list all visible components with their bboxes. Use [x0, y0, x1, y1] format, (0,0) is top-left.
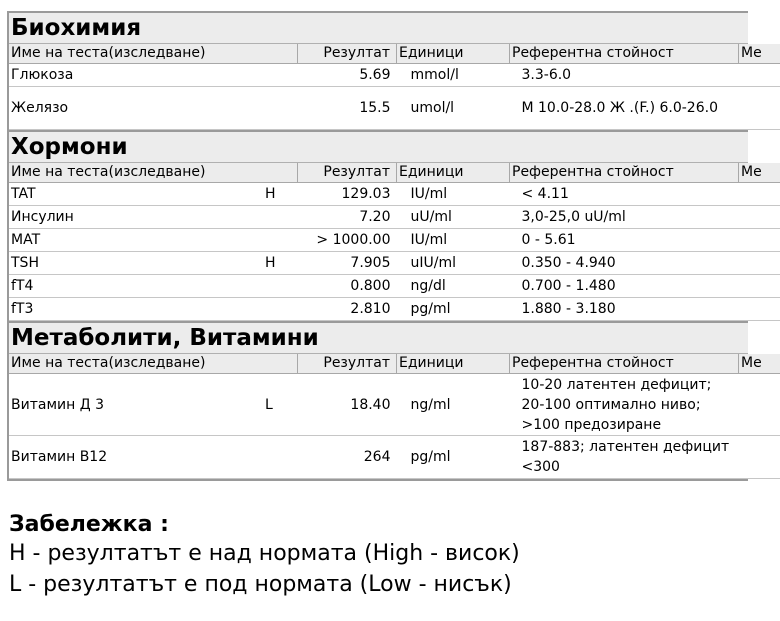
result-flag	[263, 436, 298, 479]
result-unit: pg/ml	[397, 436, 510, 479]
test-name: MAT	[9, 229, 263, 252]
reference-range: < 4.11	[510, 183, 739, 206]
test-name: Инсулин	[9, 206, 263, 229]
results-table	[9, 44, 780, 130]
col-header-flag	[263, 44, 298, 64]
test-name: Желязо	[9, 87, 263, 130]
result-value: > 1000.00	[298, 229, 397, 252]
result-unit: umol/l	[397, 87, 510, 130]
section-title: Биохимия	[9, 13, 748, 44]
col-header-name: Име на теста(изследване)	[9, 163, 263, 183]
section-title: Хормони	[9, 132, 748, 163]
result-unit: IU/ml	[397, 183, 510, 206]
result-value: 2.810	[298, 298, 397, 321]
col-header-result: Резултат	[298, 163, 397, 183]
col-header-units: Единици	[397, 354, 510, 374]
col-header-units: Единици	[397, 163, 510, 183]
result-unit: uIU/ml	[397, 252, 510, 275]
result-flag: L	[263, 374, 298, 436]
test-name: Витамин В12	[9, 436, 263, 479]
result-unit: IU/ml	[397, 229, 510, 252]
reference-range: 3,0-25,0 uU/ml	[510, 206, 739, 229]
col-header-result: Резултат	[298, 354, 397, 374]
notes-title: Забележка :	[9, 512, 169, 537]
col-header-flag	[263, 354, 298, 374]
table-bottom-border	[9, 479, 748, 481]
notes-block	[9, 512, 520, 600]
reference-range: 1.880 - 3.180	[510, 298, 739, 321]
table-row	[9, 183, 780, 206]
result-value: 7.20	[298, 206, 397, 229]
test-name: Витамин Д 3	[9, 374, 263, 436]
table-row	[9, 206, 780, 229]
col-header-reference: Референтна стойност	[510, 44, 739, 64]
reference-range: 0 - 5.61	[510, 229, 739, 252]
section-hormones	[7, 130, 762, 321]
result-unit: ng/ml	[397, 374, 510, 436]
table-header	[9, 354, 780, 374]
table-row	[9, 436, 780, 479]
result-unit: ng/dl	[397, 275, 510, 298]
col-header-more: Ме	[739, 163, 780, 183]
table-row	[9, 229, 780, 252]
result-value: 18.40	[298, 374, 397, 436]
result-value: 0.800	[298, 275, 397, 298]
section-title: Метаболити, Витамини	[9, 323, 748, 354]
result-value: 7.905	[298, 252, 397, 275]
lab-report	[7, 11, 762, 481]
result-value: 15.5	[298, 87, 397, 130]
note-low: L - резултатът е под нормата (Low - нисък)	[9, 572, 512, 597]
table-row	[9, 64, 780, 87]
col-header-flag	[263, 163, 298, 183]
note-high: H - резултатът е над нормата (High - висок)	[9, 541, 520, 566]
col-header-reference: Референтна стойност	[510, 163, 739, 183]
table-row	[9, 298, 780, 321]
reference-range: 10-20 латентен дефицит; 20-100 оптимално ниво; >100 предозиране	[510, 374, 739, 436]
col-header-name: Име на теста(изследване)	[9, 44, 263, 64]
results-table	[9, 354, 780, 479]
result-flag	[263, 298, 298, 321]
col-header-more: Ме	[739, 354, 780, 374]
table-header	[9, 44, 780, 64]
test-name: Глюкоза	[9, 64, 263, 87]
result-flag	[263, 87, 298, 130]
results-table	[9, 163, 780, 321]
test-name: TAT	[9, 183, 263, 206]
reference-range: 3.3-6.0	[510, 64, 739, 87]
test-name: fT3	[9, 298, 263, 321]
col-header-more: Ме	[739, 44, 780, 64]
table-row	[9, 87, 780, 130]
col-header-name: Име на теста(изследване)	[9, 354, 263, 374]
result-unit: mmol/l	[397, 64, 510, 87]
table-row	[9, 252, 780, 275]
result-unit: uU/ml	[397, 206, 510, 229]
section-biochemistry	[7, 11, 762, 130]
result-flag	[263, 206, 298, 229]
reference-range: 187-883; латентен дефицит <300	[510, 436, 739, 479]
result-unit: pg/ml	[397, 298, 510, 321]
col-header-result: Резултат	[298, 44, 397, 64]
table-row	[9, 374, 780, 436]
col-header-units: Единици	[397, 44, 510, 64]
test-name: TSH	[9, 252, 263, 275]
result-flag	[263, 275, 298, 298]
result-flag: H	[263, 183, 298, 206]
result-flag	[263, 229, 298, 252]
test-name: fT4	[9, 275, 263, 298]
reference-range: 0.700 - 1.480	[510, 275, 739, 298]
table-header	[9, 163, 780, 183]
reference-range: М 10.0-28.0 Ж .(F.) 6.0-26.0	[510, 87, 739, 130]
result-value: 264	[298, 436, 397, 479]
table-row	[9, 275, 780, 298]
result-value: 5.69	[298, 64, 397, 87]
section-metabolites-vitamins	[7, 321, 762, 481]
col-header-reference: Референтна стойност	[510, 354, 739, 374]
reference-range: 0.350 - 4.940	[510, 252, 739, 275]
result-flag: H	[263, 252, 298, 275]
result-value: 129.03	[298, 183, 397, 206]
result-flag	[263, 64, 298, 87]
